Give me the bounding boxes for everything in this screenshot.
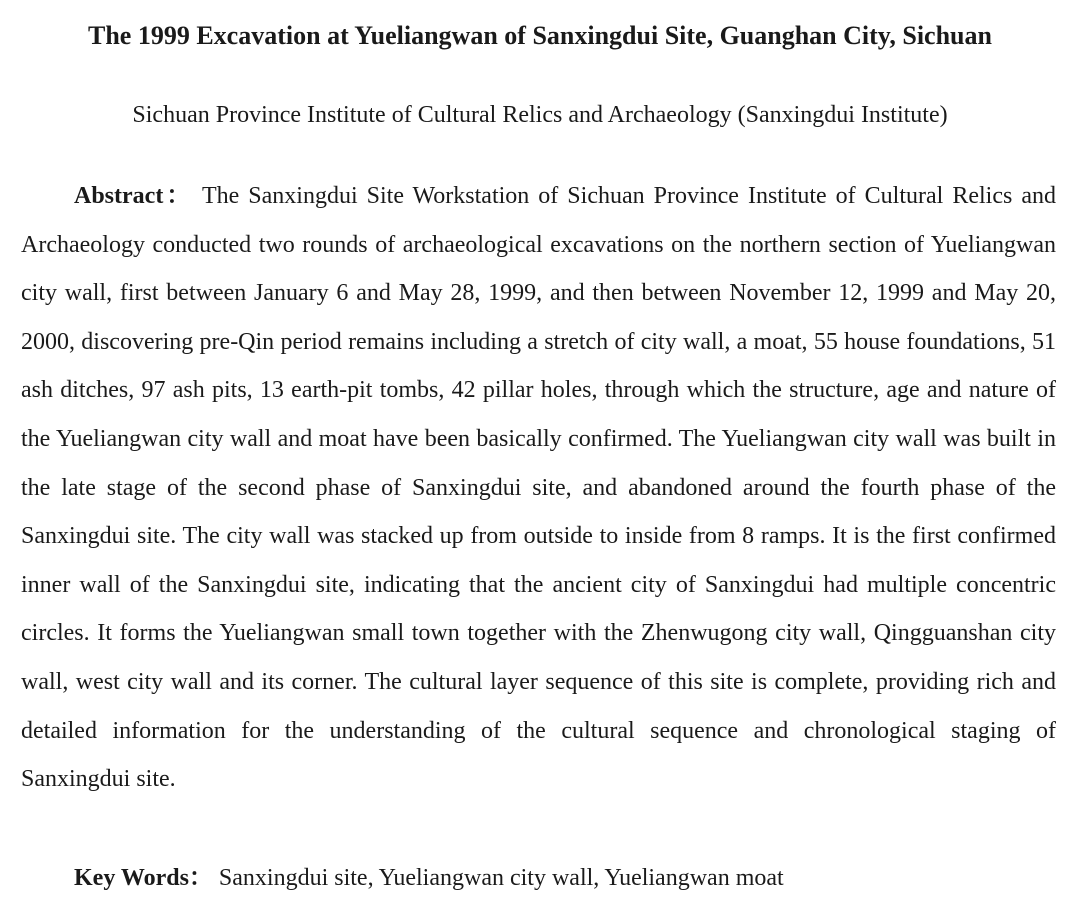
keywords-label: Key Words： <box>74 865 213 891</box>
author-affiliation: Sichuan Province Institute of Cultural Relics and Archaeology (Sanxingdui Institute) <box>132 102 948 128</box>
abstract-text: The Sanxingdui Site Workstation of Sichuan Province Institute of Cultural Relics and Archaeology conducted two rounds of archaeological excavations on the northern section of Yueliangwan city wall, first between January 6 and May 28, 1999, and then between November 12, 1999 and May 20, 2000, discovering pre-Qin period remains including a stretch of city wall, a moat, 55 house foundations, 51 ash ditches, 97 ash pits, 13 earth-pit tombs, 42 pillar holes, through which the structure, age and nature of the Yueliangwan city wall and moat have been basically confirmed. The Yueliangwan city wall was built in the late stage of the second phase of Sanxingdui site, and abandoned around the fourth phase of the Sanxingdui site. The city wall was stacked up from outside to inside from 8 ramps. It is the first confirmed inner wall of the Sanxingdui site, indicating that the ancient city of Sanxingdui had multiple concentric circles. It forms the Yueliangwan small town together with the Zhenwugong city wall, Qingguanshan city wall, west city wall and its corner. The cultural layer sequence of this site is complete, providing rich and detailed information for the understanding of the cultural sequence and chronological staging of Sanxingdui site. <box>21 183 1057 793</box>
keywords-line <box>74 854 784 902</box>
paper-title: The 1999 Excavation at Yueliangwan of Sanxingdui Site, Guanghan City, Sichuan <box>88 21 992 50</box>
abstract-label: Abstract： <box>74 183 194 209</box>
keywords-text: Sanxingdui site, Yueliangwan city wall, Yueliangwan moat <box>218 865 784 891</box>
abstract-paragraph <box>21 172 1056 804</box>
